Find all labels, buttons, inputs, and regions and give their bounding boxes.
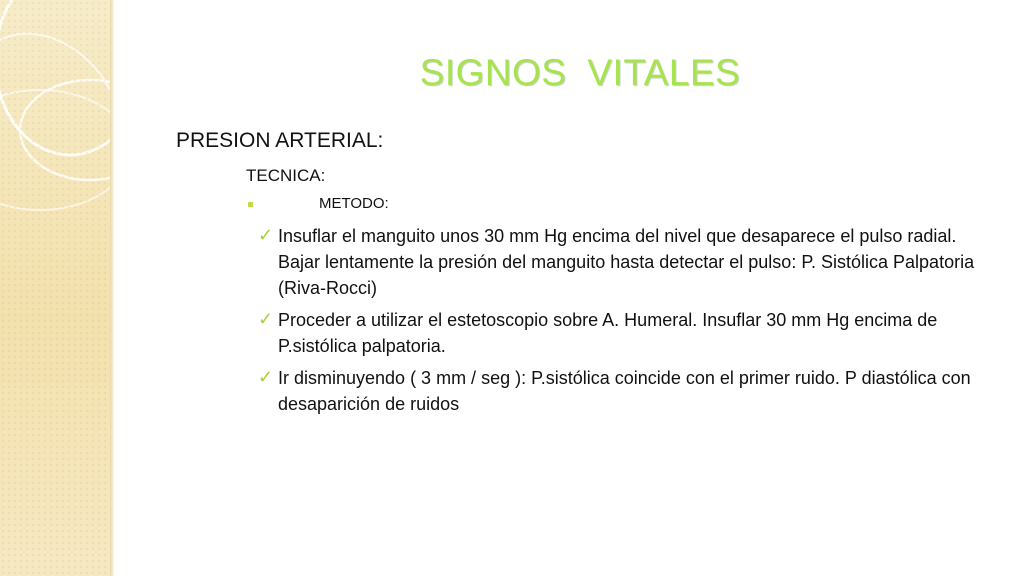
check-icon: ✓ [258,225,274,245]
decorative-side-band [0,0,110,576]
bullet-label: METODO: [319,195,389,212]
square-bullet-icon [248,202,253,207]
item-text: Ir disminuyendo ( 3 mm / seg ): P.sistólica coincide con el primer ruido. P diastólica con desaparición de ruidos [278,368,971,414]
band-edge [110,0,114,576]
list-item [258,365,998,417]
check-icon: ✓ [258,309,274,329]
check-icon: ✓ [258,367,274,387]
swirl-decoration [0,0,110,576]
subheading: TECNICA: [246,166,326,185]
list-item [258,307,998,359]
list-item [258,223,998,301]
section-heading: PRESION ARTERIAL: [176,129,384,152]
item-text: Proceder a utilizar el estetoscopio sobre A. Humeral. Insuflar 30 mm Hg encima de P.sistólica palpatoria. [278,310,938,356]
item-text: Insuflar el manguito unos 30 mm Hg encima del nivel que desaparece el pulso radial. Bajar lentamente la presión del manguito hasta detectar el pulso: P. Sistólica Palpatoria (Riva-Rocci) [278,226,975,298]
slide-title: SIGNOS VITALES [419,52,741,93]
check-list [258,223,998,423]
bullet-item [246,195,389,212]
